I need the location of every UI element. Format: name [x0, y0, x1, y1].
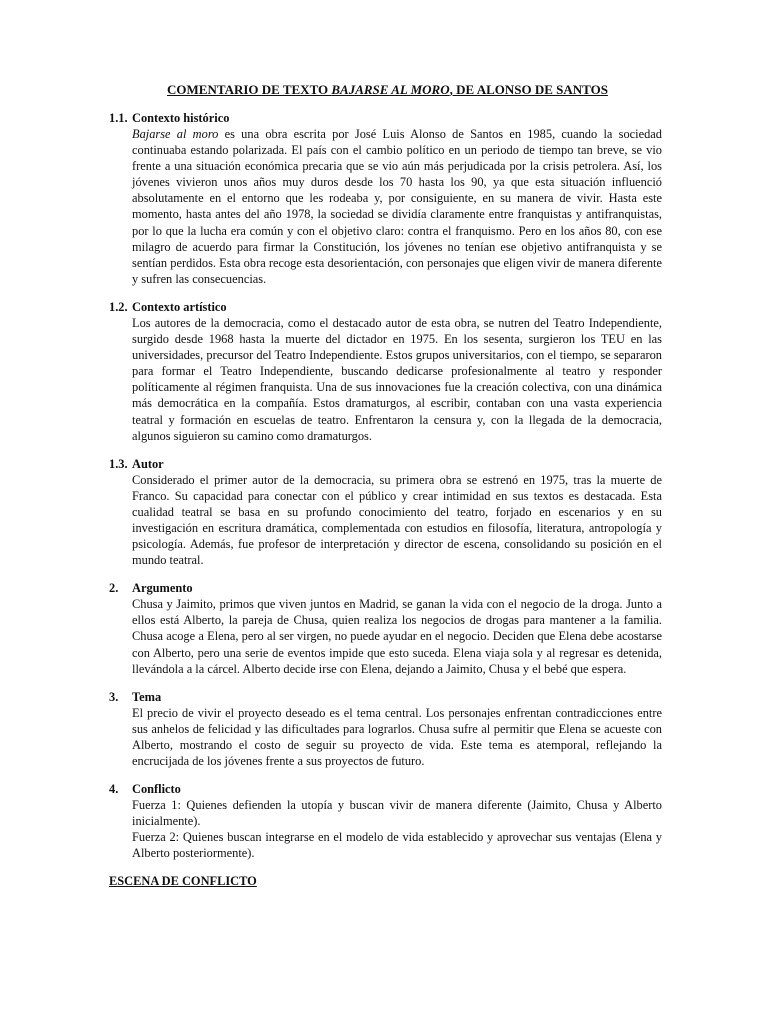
section-body: [132, 797, 662, 861]
section-title: Contexto artístico: [132, 299, 227, 314]
section-contexto-historico: [109, 110, 662, 287]
title-work: BAJARSE AL MORO: [331, 82, 450, 97]
italic-lead: Bajarse al moro: [132, 127, 219, 141]
section-body: [132, 472, 662, 569]
document-title: [109, 82, 662, 98]
section-body: [132, 315, 662, 444]
section-autor: [109, 456, 662, 569]
paragraph-text: Chusa y Jaimito, primos que viven juntos en Madrid, se ganan la vida con el negocio de la droga. Junto a ellos está Alberto, la pareja de Chusa, quien realiza los negocios de drogas para mantener a la familia. Chusa acoge a Elena, pero al ser virgen, no puede ayudar en el negocio. Deciden que Elena debe acostarse con Alberto, pero una serie de eventos impide que esto suceda. Elena viaja sola y al regresar es detenida, llevándola a la cárcel. Alberto decide irse con Elena, dejando a Jaimito, Chusa y el bebé que espera.: [132, 597, 662, 676]
section-heading: [109, 689, 662, 705]
section-heading: [109, 781, 662, 797]
section-title: Argumento: [132, 581, 193, 596]
title-prefix: COMENTARIO DE TEXTO: [167, 82, 332, 97]
section-body: [132, 705, 662, 769]
force-2-line: Fuerza 2: Quienes buscan integrarse en el modelo de vida establecido y aprovechar sus ventajas (Elena y Alberto posteriormente).: [132, 830, 662, 861]
section-number: 3.: [109, 689, 119, 704]
closing-heading: ESCENA DE CONFLICTO: [109, 874, 257, 889]
section-number: 1.1.: [109, 111, 128, 125]
section-heading: [109, 580, 662, 596]
force-1-line: Fuerza 1: Quienes defienden la utopía y buscan vivir de manera diferente (Jaimito, Chusa y Alberto inicialmente).: [132, 798, 662, 829]
section-body: [132, 126, 662, 287]
section-body: [132, 596, 662, 676]
section-tema: [109, 689, 662, 769]
paragraph-text: Los autores de la democracia, como el destacado autor de esta obra, se nutren del Teatro Independiente, surgido desde 1968 hasta la muerte del dictador en 1975. En los sesenta, surgieron los TEU en las universidades, precursor del Teatro Independiente. Estos grupos universitarios, con el tiempo, se separaron para formar el Teatro Independiente, buscando dedicarse profesionalmente al teatro y responder políticamente al régimen franquista. Una de sus innovaciones fue la creación colectiva, con una dinámica más democrática en la compañía. Estos dramaturgos, al escribir, contaban con una vasta experiencia teatral y formación en escuelas de teatro. Enfrentaron la censura y, con la llegada de la democracia, algunos siguieron su camino como dramaturgos.: [132, 315, 662, 443]
section-contexto-artistico: [109, 299, 662, 444]
section-title: Tema: [132, 689, 162, 704]
section-heading: [109, 110, 662, 126]
section-heading: [109, 456, 662, 472]
title-suffix: , DE ALONSO DE SANTOS: [449, 82, 608, 97]
section-title: Autor: [132, 456, 164, 471]
paragraph-text: es una obra escrita por José Luis Alonso de Santos en 1985, cuando la sociedad continuaba estando polarizada. El país con el cambio político en un periodo de tiempo tan breve, se vio frente a una situación económica precaria que se vio aún más perjudicada por la crisis petrolera. Así, los jóvenes vivieron unos años muy duros desde los 70 hasta los 90, ya que esta situación influenció absolutamente en el entorno que les rodeaba y, por consiguiente, en su manera de vivir. Hasta este momento, hasta antes del año 1978, la sociedad se dividía claramente entre franquistas y antifranquistas, por lo que la lucha era común y con el objetivo claro: contra el franquismo. Pero en los años 80, con ese milagro de acuerdo para firmar la Constitución, los jóvenes no tenían ese objetivo antifranquista y se sentían perdidos. Esta obra recoge esta desorientación, con personajes que eligen vivir de manera diferente y sufren las consecuencias.: [132, 127, 662, 286]
section-number: 4.: [109, 782, 119, 797]
section-conflicto: [109, 781, 662, 861]
paragraph: [132, 126, 662, 287]
section-number: 1.3.: [109, 456, 128, 471]
section-number: 1.2.: [109, 299, 128, 314]
section-title: Conflicto: [132, 782, 181, 797]
section-heading: [109, 299, 662, 315]
paragraph-text: El precio de vivir el proyecto deseado es el tema central. Los personajes enfrentan contradicciones entre sus anhelos de felicidad y las dificultades para lograrlos. Chusa sufre al permitir que Elena se acueste con Alberto, mostrando el costo de seguir su proyecto de vida. Este tema es atemporal, reflejando la encrucijada de los jóvenes frente a sus proyectos de futuro.: [132, 705, 662, 768]
paragraph-text: Considerado el primer autor de la democracia, su primera obra se estrenó en 1975, tras la muerte de Franco. Su capacidad para conectar con el público y crear intimidad en sus textos es destacada. Esta cualidad teatral se basa en su profundo conocimiento del teatro, forjado en escenarios y en su investigación en escritura dramática, complementada con estudios en filosofía, literatura, antropología y psicología. Además, fue profesor de interpretación y director de escena, consolidando su posición en el mundo teatral.: [132, 472, 662, 568]
section-title: Contexto histórico: [132, 111, 230, 125]
section-argumento: [109, 580, 662, 676]
section-number: 2.: [109, 581, 119, 596]
